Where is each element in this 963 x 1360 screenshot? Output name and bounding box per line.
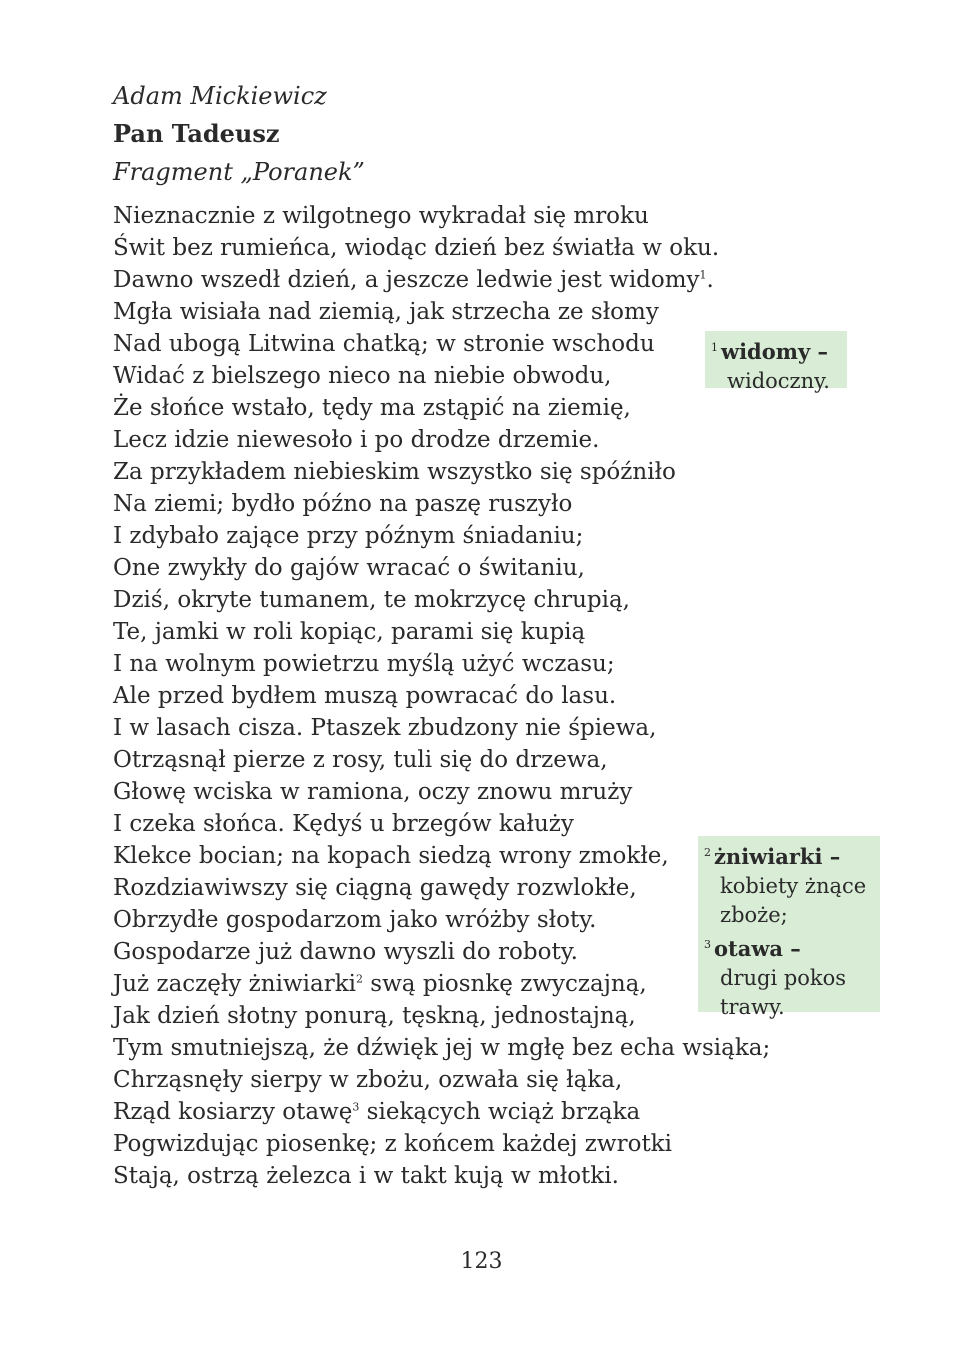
poem-line-tail: swą piosnkę zwyczajną, [363, 971, 647, 997]
poem-line: Głowę wciska w ramiona, oczy znowu mruży [113, 779, 633, 805]
gloss-definition: widoczny. [727, 369, 830, 393]
gloss-number: 3 [704, 938, 711, 951]
footnote-ref-3: 3 [352, 1100, 360, 1114]
poem-line: I w lasach cisza. Ptaszek zbudzony nie śpiewa, [113, 715, 657, 741]
poem-line: One zwykły do gajów wracać o świtaniu, [113, 555, 585, 581]
poem-line: Dziś, okryte tumanem, te mokrzycę chrupią, [113, 587, 630, 613]
gloss-term: żniwiarki – [714, 844, 841, 869]
gloss-box-zniwiarki-otawa [698, 836, 880, 1019]
footnote-ref-1: 1 [699, 268, 707, 282]
poem-title: Pan Tadeusz [113, 119, 280, 148]
poem-line: Nieznacznie z wilgotnego wykradał się mroku [113, 203, 649, 229]
gloss-number: 2 [704, 846, 711, 859]
fragment-subtitle: Fragment „Poranek” [113, 158, 365, 186]
poem-line: Że słońce wstało, tędy ma zstąpić na ziemię, [113, 395, 631, 421]
poem-line-text: Już zaczęły żniwiarki [113, 971, 356, 997]
gloss-box-widomy [705, 331, 847, 393]
poem-line: Ale przed bydłem muszą powracać do lasu. [113, 683, 617, 709]
author: Adam Mickiewicz [113, 82, 327, 110]
poem-line: Rozdziawiwszy się ciągną gawędy rozwlokłe, [113, 875, 637, 901]
gloss-number: 1 [711, 341, 718, 354]
gloss-term: widomy – [721, 339, 828, 364]
poem-line: Te, jamki w roli kopiąc, parami się kupią [113, 619, 586, 645]
poem-line: Widać z bielszego nieco na niebie obwodu, [113, 363, 612, 389]
poem-line: Klekce bocian; na kopach siedzą wrony zmokłe, [113, 843, 669, 869]
poem-line: Jak dzień słotny ponurą, tęskną, jednostajną, [113, 1003, 636, 1029]
poem-line: Za przykładem niebieskim wszystko się spóźniło [113, 459, 676, 485]
poem-line: Gospodarze już dawno wyszli do roboty. [113, 939, 578, 965]
poem-line: Na ziemi; bydło późno na paszę ruszyło [113, 491, 573, 517]
poem-line: I czeka słońca. Kędyś u brzegów kałuży [113, 811, 574, 837]
page-number: 123 [460, 1249, 503, 1274]
footnote-ref-2: 2 [356, 972, 363, 986]
poem-line: I na wolnym powietrzu myślą użyć wczasu; [113, 651, 615, 677]
gloss-definition: kobiety żnące [720, 874, 867, 898]
poem-line: Nad ubogą Litwina chatką; w stronie wschodu [113, 331, 655, 357]
poem-line: Chrząsnęły sierpy w zbożu, ozwała się łąka, [113, 1067, 623, 1093]
poem-line: Tym smutniejszą, że dźwięk jej w mgłę bez echa wsiąka; [113, 1035, 771, 1061]
gloss-definition: trawy. [720, 995, 785, 1019]
poem-line-tail: . [706, 267, 714, 293]
gloss-definition: drugi pokos [720, 966, 847, 990]
poem-line: Stają, ostrzą żelezca i w takt kują w młotki. [113, 1163, 619, 1189]
poem-line [113, 264, 813, 296]
poem-line: Obrzydłe gospodarzom jako wróżby słoty. [113, 907, 597, 933]
gloss-definition: zboże; [720, 903, 788, 927]
poem-line-text: Rząd kosiarzy otawę [113, 1099, 353, 1125]
poem-line: Świt bez rumieńca, wiodąc dzień bez światła w oku. [113, 235, 720, 261]
poem-line-tail: siekących wciąż brząka [359, 1099, 641, 1125]
poem-line: Otrząsnął pierze z rosy, tuli się do drzewa, [113, 747, 608, 773]
poem-line: Pogwizdując piosenkę; z końcem każdej zwrotki [113, 1131, 672, 1157]
poem-line: Lecz idzie niewesoło i po drodze drzemie. [113, 427, 600, 453]
poem-line-text: Dawno wszedł dzień, a jeszcze ledwie jest widomy [113, 267, 700, 293]
gloss-term: otawa – [714, 936, 801, 961]
poem-line: Mgła wisiała nad ziemią, jak strzecha ze słomy [113, 299, 659, 325]
poem-line [113, 1096, 813, 1128]
poem-line: I zdybało zające przy późnym śniadaniu; [113, 523, 584, 549]
